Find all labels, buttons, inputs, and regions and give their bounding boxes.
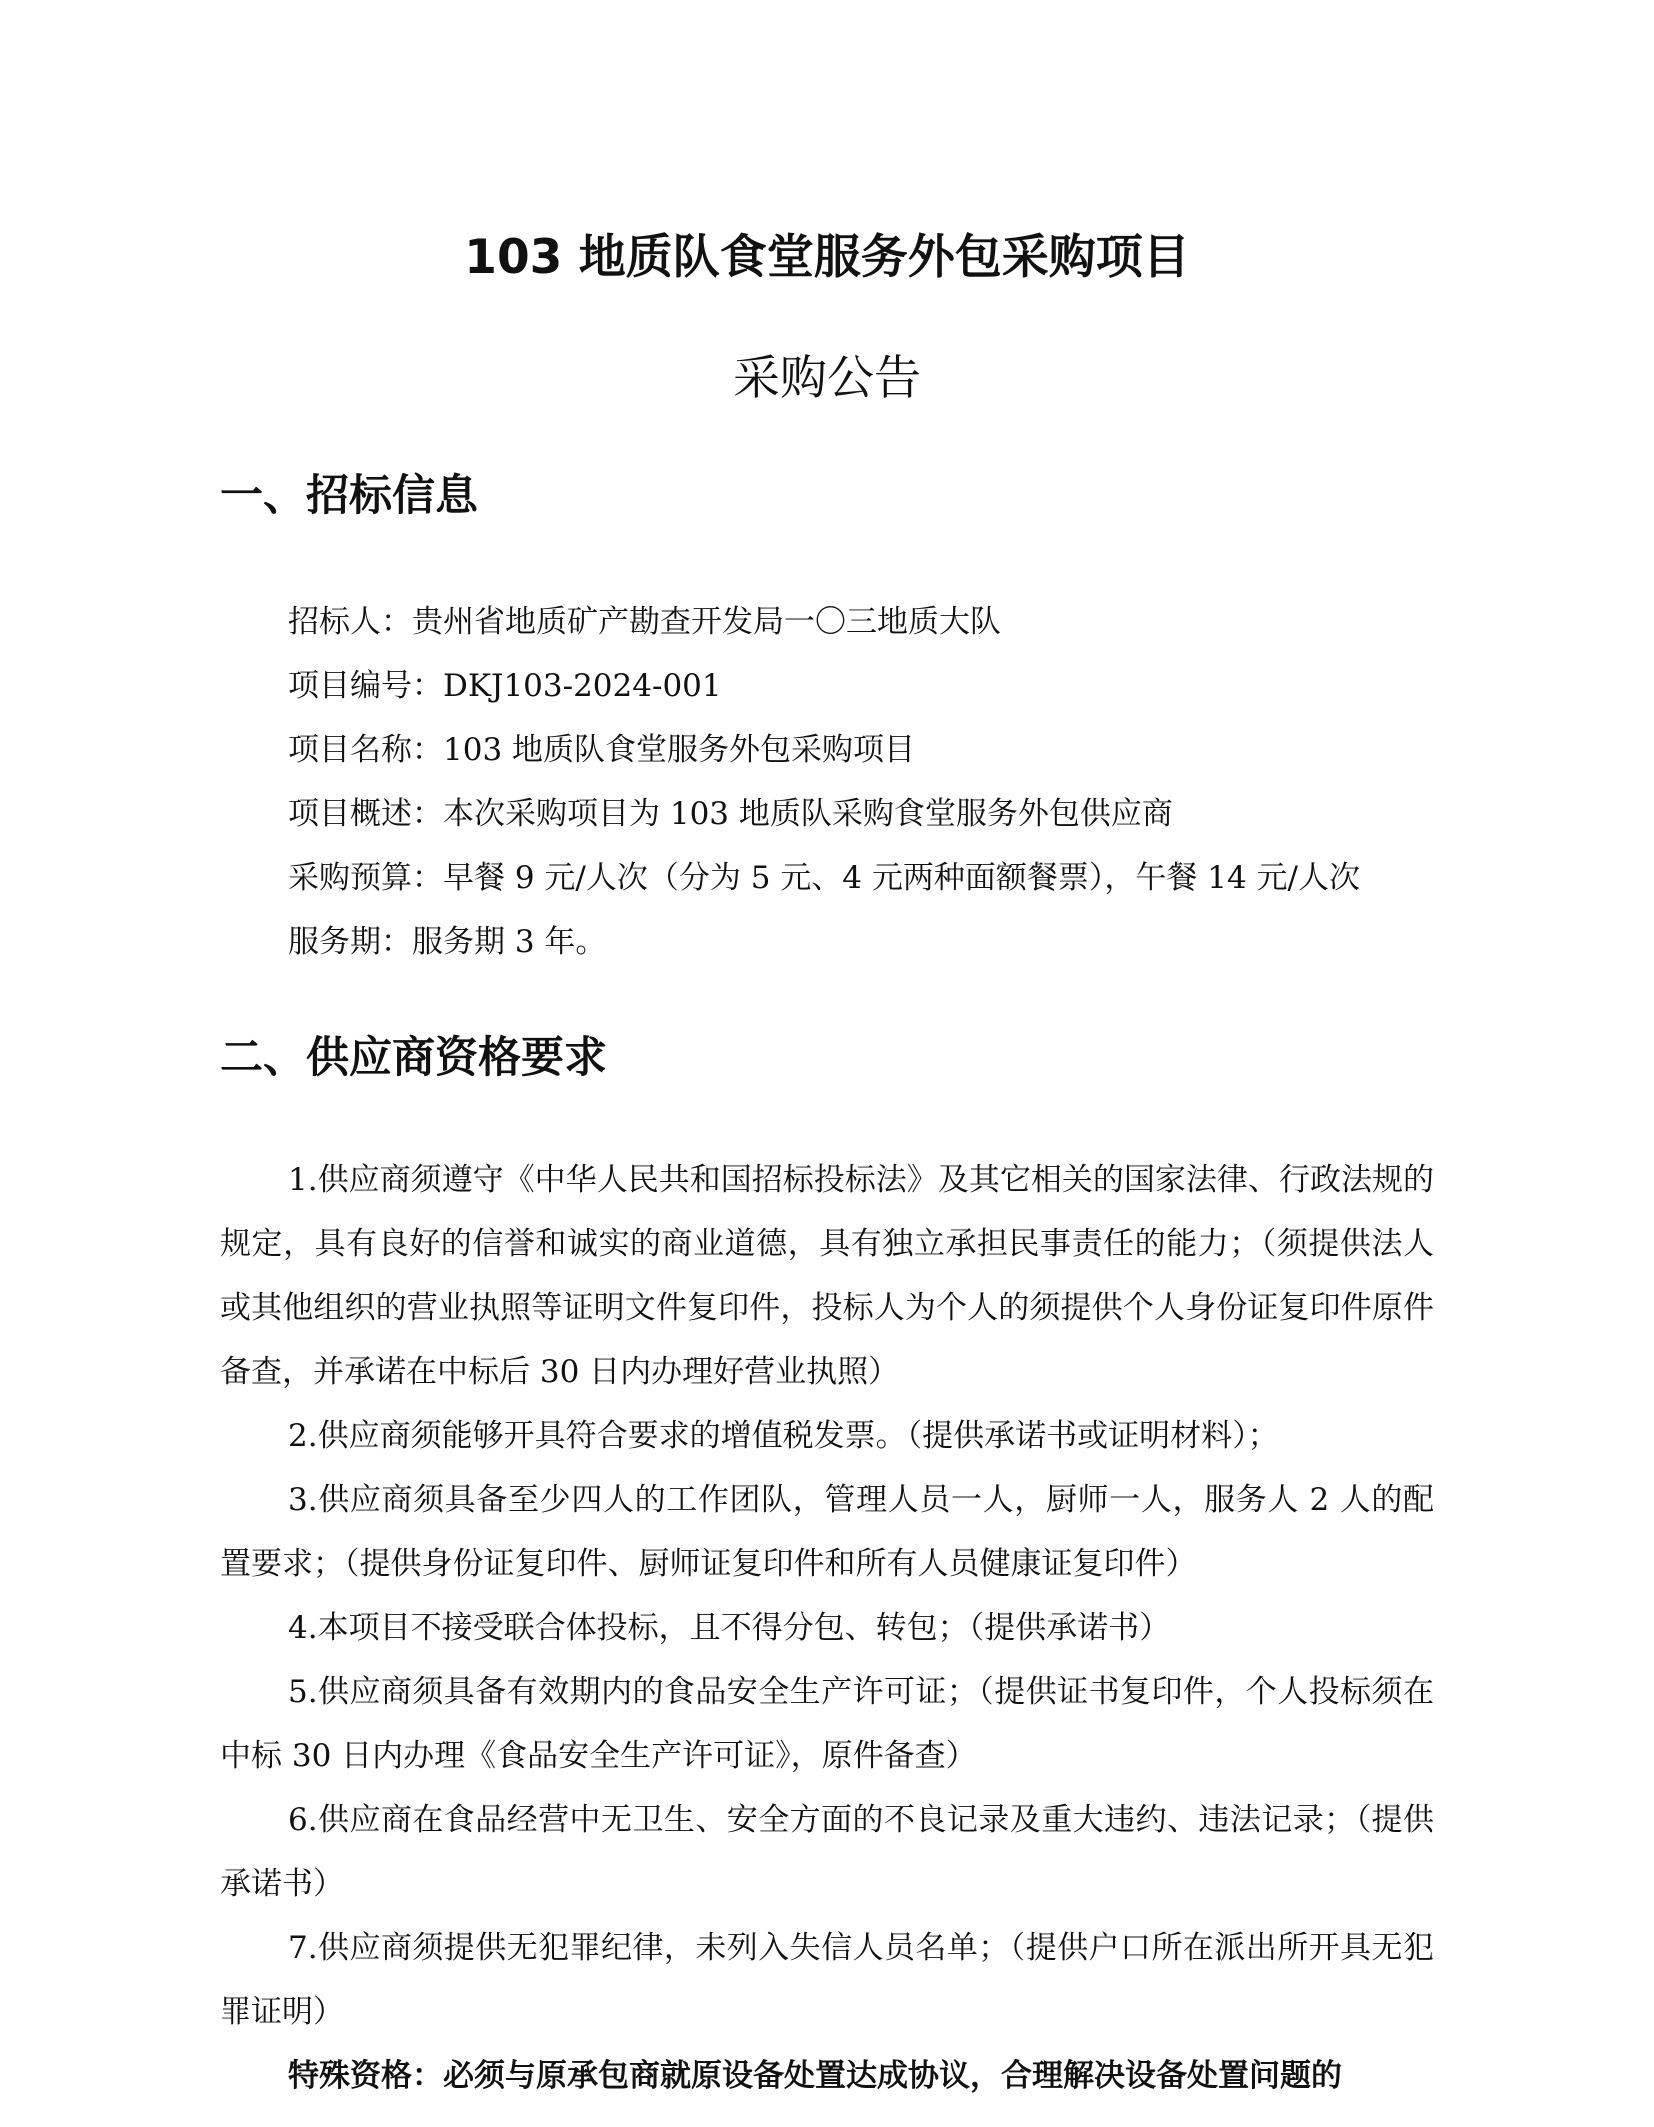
info-item-project-number: 项目编号：DKJ103-2024-001 <box>288 668 722 704</box>
document-subtitle: 采购公告 <box>733 351 921 406</box>
supplier-requirements <box>220 1148 1434 2108</box>
section-heading-bidding-info: 一、招标信息 <box>220 471 478 521</box>
info-item-budget: 采购预算：早餐 9 元/人次（分为 5 元、4 元两种面额餐票），午餐 14 元/人次 <box>288 860 1360 896</box>
requirement-paragraph: 6.供应商在食品经营中无卫生、安全方面的不良记录及重大违约、违法记录；（提供承诺书） <box>220 1802 1434 1902</box>
info-item-service-period: 服务期：服务期 3 年。 <box>288 924 607 960</box>
requirement-paragraph: 2.供应商须能够开具符合要求的增值税发票。（提供承诺书或证明材料）； <box>288 1418 1279 1454</box>
document-title: 103 地质队食堂服务外包采购项目 <box>464 230 1190 285</box>
requirement-paragraph: 3.供应商须具备至少四人的工作团队，管理人员一人，厨师一人，服务人 2 人的配置要求；（提供身份证复印件、厨师证复印件和所有人员健康证复印件） <box>220 1482 1434 1582</box>
info-item-project-overview: 项目概述：本次采购项目为 103 地质队采购食堂服务外包供应商 <box>288 796 1173 832</box>
requirement-paragraph: 4.本项目不接受联合体投标，且不得分包、转包；（提供承诺书） <box>288 1610 1171 1646</box>
special-qualification: 特殊资格：必须与原承包商就原设备处置达成协议，合理解决设备处置问题的 <box>288 2058 1342 2094</box>
section-heading-supplier-qualifications: 二、供应商资格要求 <box>220 1033 607 1083</box>
info-item-tenderer: 招标人：贵州省地质矿产勘查开发局一〇三地质大队 <box>288 604 1001 640</box>
requirement-paragraph: 7.供应商须提供无犯罪纪律，未列入失信人员名单；（提供户口所在派出所开具无犯罪证明） <box>220 1930 1434 2030</box>
requirement-paragraph: 5.供应商须具备有效期内的食品安全生产许可证；（提供证书复印件，个人投标须在中标 30 日内办理《食品安全生产许可证》，原件备查） <box>220 1674 1434 1774</box>
bidding-info-list <box>288 590 1360 974</box>
info-item-project-name: 项目名称：103 地质队食堂服务外包采购项目 <box>288 732 916 768</box>
requirement-paragraph: 1.供应商须遵守《中华人民共和国招标投标法》及其它相关的国家法律、行政法规的规定，具有良好的信誉和诚实的商业道德，具有独立承担民事责任的能力；（须提供法人或其他组织的营业执照等证明文件复印件，投标人为个人的须提供个人身份证复印件原件备查，并承诺在中标后 30 日内办理好营业执照） <box>220 1162 1434 1390</box>
